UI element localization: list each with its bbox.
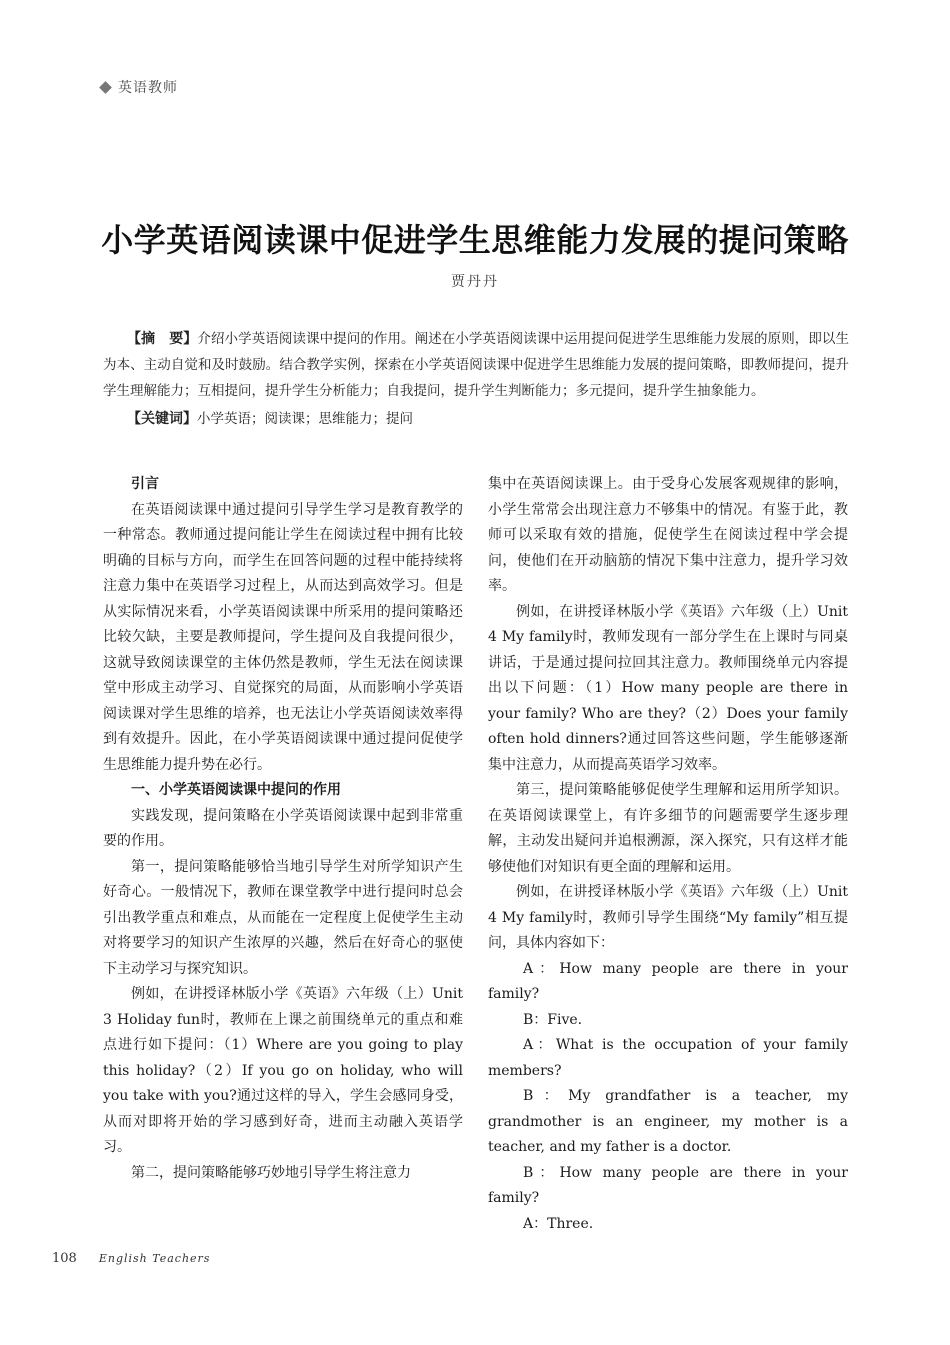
dialog-line: B：Five. (523, 1011, 583, 1028)
article-author: 贾丹丹 (451, 274, 499, 290)
dialog-line: B：How many people are there in your family? (488, 1164, 848, 1206)
abstract-text: 介绍小学英语阅读课中提问的作用。阐述在小学英语阅读课中运用提问促进学生思维能力发展的原则，即以生为本、主动自觉和及时鼓励。结合教学实例，探索在小学英语阅读课中促进学生思维能力发展的提问策略，即教师提问，提升学生理解能力；互相提问，提升学生分析能力；自我提问，提升学生判断能力；多元提问，提升学生抽象能力。 (103, 331, 850, 399)
article-title: 小学英语阅读课中促进学生思维能力发展的提问策略 (101, 221, 849, 259)
body-paragraph: 第一，提问策略能够恰当地引导学生对所学知识产生好奇心。一般情况下，教师在课堂教学中进行提问时总会引出教学重点和难点，从而能在一定程度上促使学生主动对将要学习的知识产生浓厚的兴趣，然后在好奇心的驱使下主动学习与探究知识。 (103, 858, 463, 977)
dialog-line: A：What is the occupation of your family members? (488, 1037, 848, 1079)
body-paragraph: 例如，在讲授译林版小学《英语》六年级（上）Unit 4 My family时，教师引导学生围绕“My family”相互提问，具体内容如下： (488, 884, 848, 951)
section-heading: 一、小学英语阅读课中提问的作用 (131, 782, 341, 798)
body-paragraph-continued: 集中在英语阅读课上。由于受身心发展客观规律的影响，小学生常常会出现注意力不够集中的情况。有鉴于此，教师可以采取有效的措施，促使学生在阅读过程中学会提问，使他们在开动脑筋的情况下集中注意力，提升学习效率。 (488, 476, 848, 594)
body-paragraph: 实践发现，提问策略在小学英语阅读课中起到非常重要的作用。 (103, 807, 463, 849)
right-column (488, 472, 848, 1237)
body-paragraph: 在英语阅读课中通过提问引导学生学习是教育教学的一种常态。教师通过提问能让学生在阅读过程中拥有比较明确的目标与方向，而学生在回答问题的过程中能持续将注意力集中在英语学习过程上，从而达到高效学习。但是从实际情况来看，小学英语阅读课中所采用的提问策略还比较欠缺，主要是教师提问，学生提问及自我提问很少，这就导致阅读课堂的主体仍然是教师，学生无法在阅读课堂中形成主动学习、自觉探究的局面，从而影响小学英语阅读课对学生思维的培养，也无法让小学英语阅读效率得到有效提升。因此，在小学英语阅读课中通过提问促使学生思维能力提升势在必行。 (103, 501, 463, 773)
body-paragraph: 例如，在讲授译林版小学《英语》六年级（上）Unit 4 My family时，教师发现有一部分学生在上课时与同桌讲话，于是通过提问拉回其注意力。教师围绕单元内容提出以下问题：（1）How many people are there in your family? Who are they?（2）Does your family often hold dinners?通过回答这些问题，学生能够逐渐集中注意力，从而提高英语学习效率。 (488, 603, 848, 773)
abstract-block (103, 326, 849, 432)
journal-section-header (101, 77, 178, 97)
body-paragraph: 第二，提问策略能够巧妙地引导学生将注意力 (131, 1164, 411, 1181)
journal-name: English Teachers (98, 1252, 211, 1265)
keywords-paragraph (103, 406, 849, 432)
dialog-line: B：My grandfather is a teacher, my grandmother is an engineer, my mother is a teacher, and my father is a doctor. (488, 1088, 848, 1155)
body-paragraph: 第三，提问策略能够促使学生理解和运用所学知识。在英语阅读课堂上，有许多细节的问题需要学生逐步理解，主动发出疑问并追根溯源，深入探究，只有这样才能够使他们对知识有更全面的理解和运用。 (488, 782, 848, 875)
abstract-paragraph (103, 326, 849, 404)
diamond-icon (99, 81, 112, 94)
keywords-text: 小学英语；阅读课；思维能力；提问 (197, 411, 413, 427)
section-label: 英语教师 (118, 80, 178, 96)
left-column (103, 472, 463, 1186)
page-footer (52, 1251, 210, 1266)
dialog-line: A：How many people are there in your family? (488, 960, 848, 1002)
body-paragraph: 例如，在讲授译林版小学《英语》六年级（上）Unit 3 Holiday fun时，教师在上课之前围绕单元的重点和难点进行如下提问：（1）Where are you going to play this holiday?（2）If you go on holiday, who will you take with you?通过这样的导入，学生会感同身受，从而对即将开始的学习感到好奇，进而主动融入英语学习。 (103, 986, 463, 1155)
keywords-label: 【关键词】 (127, 411, 197, 427)
abstract-label: 【摘 要】 (127, 331, 198, 347)
page-number: 108 (52, 1251, 77, 1266)
section-heading: 引言 (131, 476, 159, 492)
dialog-line: A：Three. (523, 1215, 594, 1232)
